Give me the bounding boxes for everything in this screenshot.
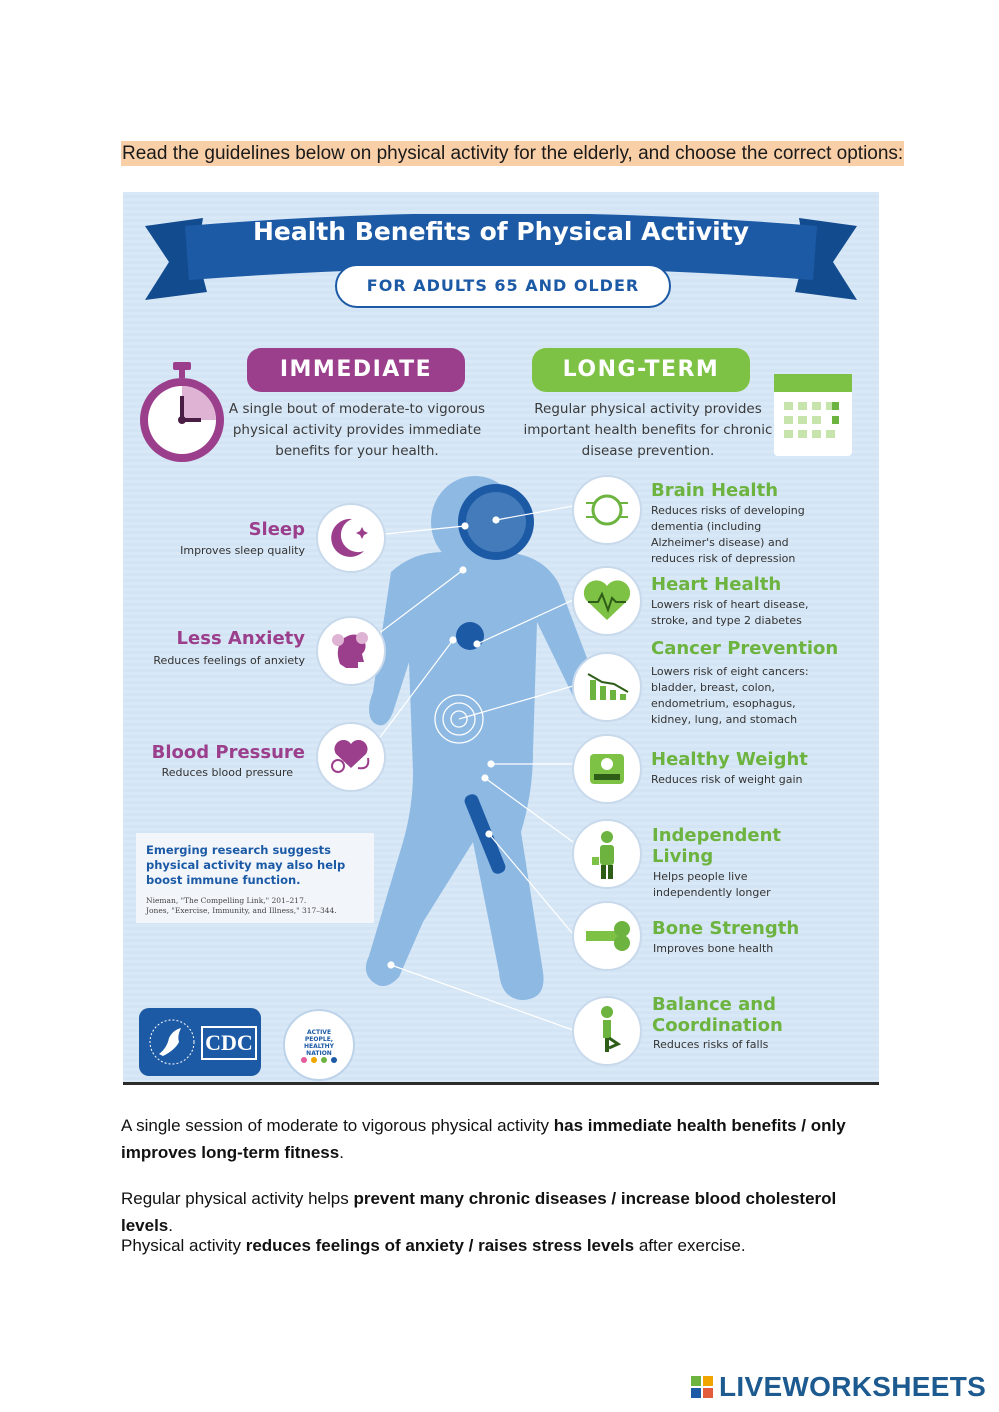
lws-squares-icon	[691, 1376, 715, 1400]
healthy-weight-desc: Reduces risk of weight gain	[651, 773, 803, 786]
healthy-weight-title: Healthy Weight	[651, 749, 808, 770]
sleep-icon	[316, 503, 386, 573]
scale-icon	[572, 734, 642, 804]
balance-title: Balance and Coordination	[652, 994, 783, 1036]
blood-pressure-desc: Reduces blood pressure	[161, 766, 293, 779]
cdc-logo	[139, 1008, 261, 1076]
long-term-text: Regular physical activity provides important health benefits for chronic disease prevention.	[523, 401, 773, 459]
people-figures-icon	[299, 1055, 339, 1067]
infographic-title: Health Benefits of Physical Activity	[253, 217, 749, 246]
question-2-end: .	[168, 1216, 173, 1235]
infographic-subtitle: FOR ADULTS 65 AND OLDER	[335, 264, 671, 308]
question-2-text: Regular physical activity helps	[121, 1189, 354, 1208]
question-3-end: after exercise.	[634, 1236, 746, 1255]
anxiety-desc: Reduces feelings of anxiety	[153, 654, 305, 667]
balance-desc: Reduces risks of falls	[653, 1038, 769, 1051]
brain-circuit-icon	[572, 475, 642, 545]
sleep-desc: Improves sleep quality	[180, 544, 305, 557]
blood-pressure-icon	[316, 722, 386, 792]
anxiety-title: Less Anxiety	[176, 628, 305, 649]
cancer-prevention-desc: Lowers risk of eight cancers: bladder, breast, colon, endometrium, esophagus, kidney, lung, and stomach	[651, 665, 809, 726]
independent-living-desc: Helps people live independently longer	[653, 870, 771, 899]
cancer-chart-icon	[572, 652, 642, 722]
question-1-text: A single session of moderate to vigorous physical activity	[121, 1116, 554, 1135]
heart-health-title: Heart Health	[651, 574, 782, 595]
hhs-eagle-icon	[147, 1018, 197, 1066]
question-1-options[interactable]: has immediate health benefits / only improves long-term fitness	[121, 1116, 846, 1162]
immune-note-citations	[146, 896, 371, 916]
question-1-end: .	[339, 1143, 344, 1162]
bone-strength-title: Bone Strength	[652, 918, 800, 939]
blood-pressure-title: Blood Pressure	[151, 742, 305, 763]
heart-health-desc: Lowers risk of heart disease, stroke, and type 2 diabetes	[651, 598, 809, 627]
bone-strength-desc: Improves bone health	[653, 942, 774, 955]
cancer-prevention-title: Cancer Prevention	[651, 638, 839, 659]
heart-pulse-icon	[572, 566, 642, 636]
question-3	[121, 1232, 881, 1259]
independent-person-icon	[572, 819, 642, 889]
question-2	[121, 1185, 881, 1239]
question-3-text: Physical activity	[121, 1236, 246, 1255]
independent-living-title: Independent Living	[652, 825, 782, 867]
sleep-title: Sleep	[248, 519, 305, 540]
question-2-options[interactable]: prevent many chronic diseases / increase blood cholesterol levels	[121, 1189, 837, 1235]
question-1	[121, 1112, 881, 1166]
anxiety-head-icon	[316, 616, 386, 686]
citation-1: Nieman, "The Compelling Link," 201–217.	[146, 896, 307, 905]
immune-note-text: Emerging research suggests physical activity may also help boost immune function.	[146, 843, 346, 887]
immediate-label: IMMEDIATE	[247, 348, 465, 392]
immediate-text: A single bout of moderate-to vigorous physical activity provides immediate benefits for your health.	[228, 401, 486, 459]
active-people-healthy-nation-logo	[283, 1009, 355, 1081]
cdc-logo-text: CDC	[201, 1026, 257, 1060]
instruction-text: Read the guidelines below on physical activity for the elderly, and choose the correct options:	[122, 143, 904, 164]
citation-2: Jones, "Exercise, Immunity, and Illness," 317–344.	[146, 906, 337, 915]
apha-logo-text: ACTIVE PEOPLE, HEALTHY NATION	[303, 1029, 335, 1057]
brain-health-title: Brain Health	[651, 480, 779, 501]
infographic	[123, 192, 879, 1085]
yoga-balance-icon	[572, 996, 642, 1066]
bone-icon	[572, 901, 642, 971]
immune-note-box	[136, 833, 374, 923]
long-term-label: LONG-TERM	[532, 348, 750, 392]
brain-health-desc: Reduces risks of developing dementia (including Alzheimer's disease) and reduces risk of depression	[651, 504, 805, 565]
question-3-options[interactable]: reduces feelings of anxiety / raises stress levels	[245, 1236, 635, 1255]
liveworksheets-logo-text: LIVEWORKSHEETS	[719, 1371, 987, 1402]
